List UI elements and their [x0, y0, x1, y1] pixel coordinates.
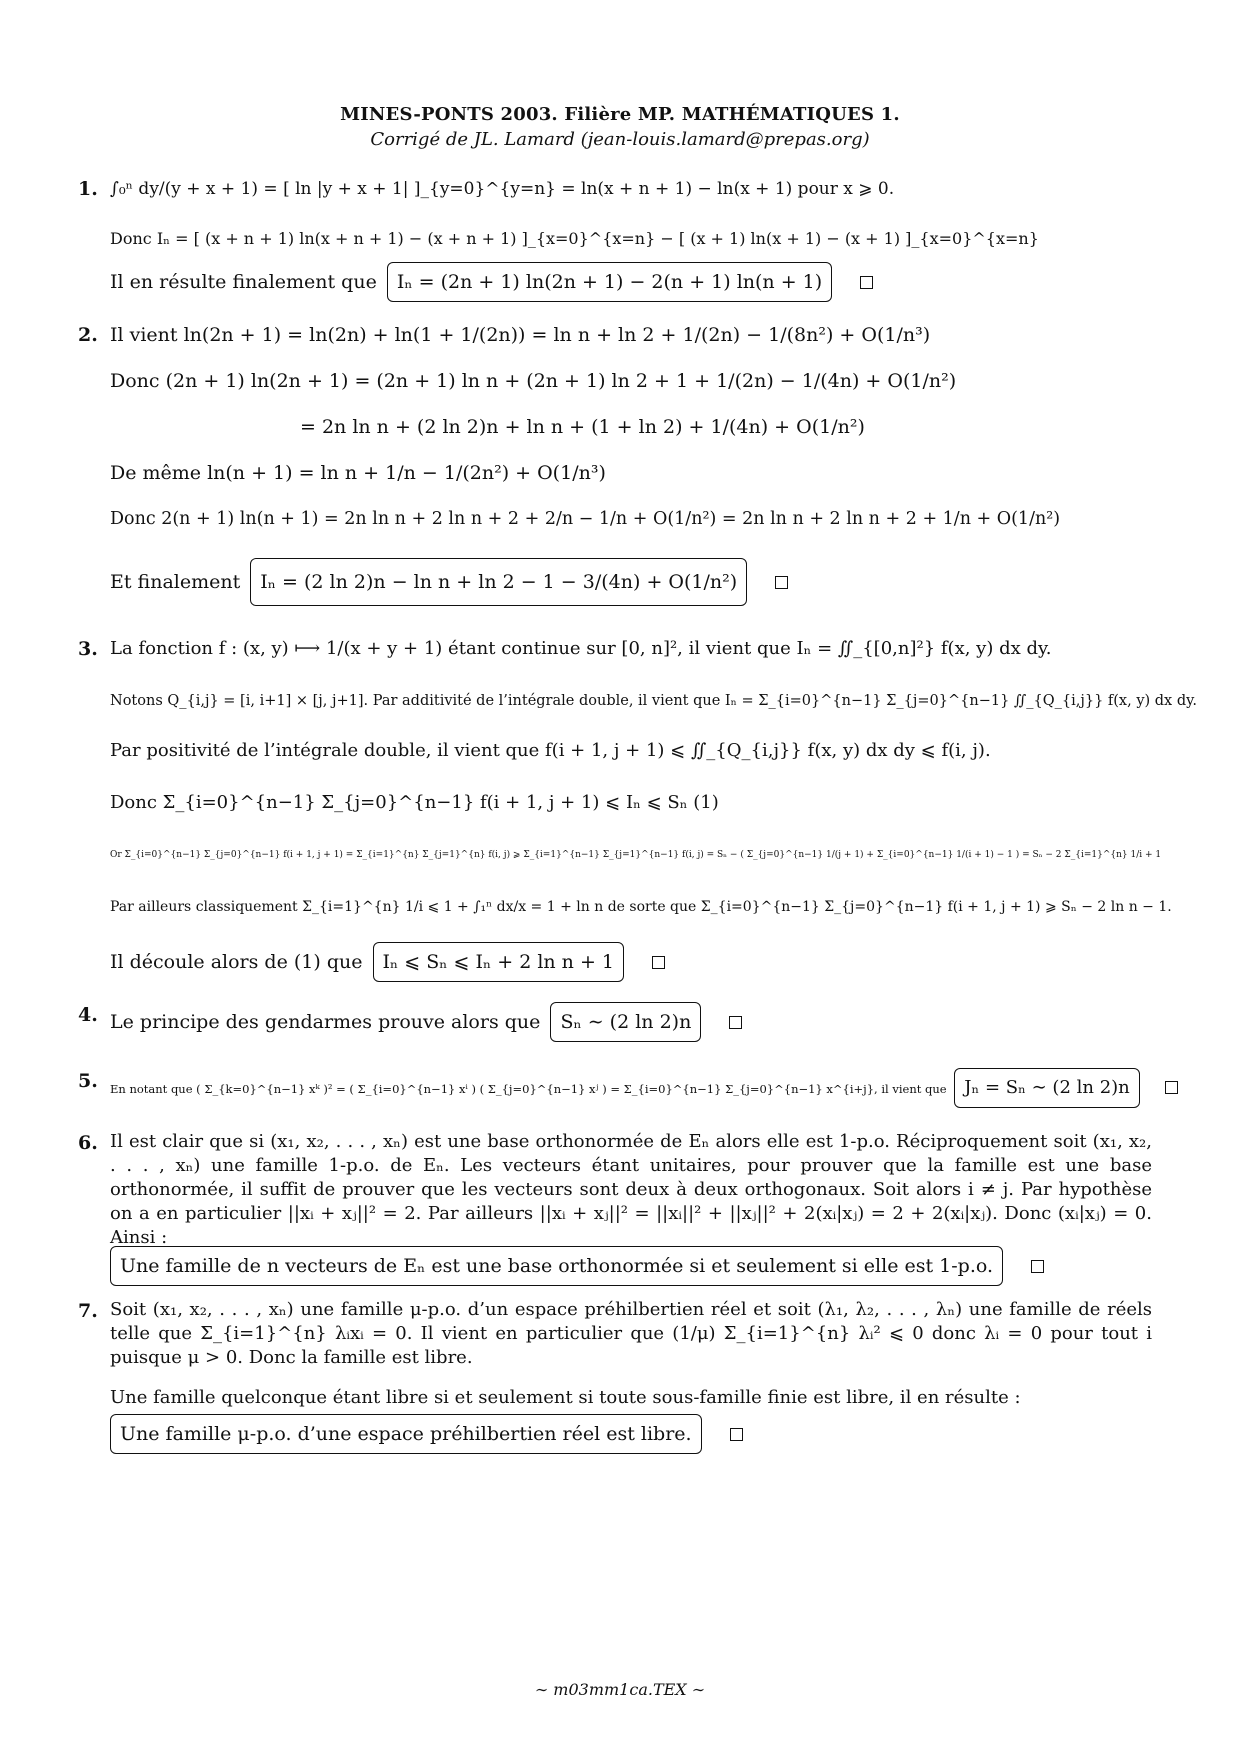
- equation-line: Notons Q_{i,j} = [i, i+1] × [j, j+1]. Par additivité de l’intégrale double, il vient que Iₙ = Σ_{i=0}^{n−1} Σ_{j=0}^{n−1} ∬_{Q_{i,j}} f(x, y) dx dy.: [110, 693, 1198, 709]
- result-line: [110, 1414, 743, 1454]
- equation-line: La fonction f : (x, y) ⟼ 1/(x + y + 1) étant continue sur [0, n]², il vient que Iₙ = ∬_{[0,n]²} f(x, y) dx dy.: [110, 638, 1052, 659]
- qed-square-icon: [1165, 1081, 1178, 1094]
- equation-line: ∫₀ⁿ dy/(y + x + 1) = [ ln |y + x + 1| ]_{y=0}^{y=n} = ln(x + n + 1) − ln(x + 1) pour x ⩾ 0.: [110, 179, 895, 199]
- question-number: 5.: [78, 1070, 98, 1092]
- result-line: [110, 1068, 1178, 1108]
- question-number: 6.: [78, 1132, 98, 1154]
- page-footer: ∼ m03mm1ca.TEX ∼: [534, 1680, 706, 1699]
- equation-line: Par positivité de l’intégrale double, il vient que f(i + 1, j + 1) ⩽ ∬_{Q_{i,j}} f(x, y) dx dy ⩽ f(i, j).: [110, 740, 991, 761]
- result-line: [110, 942, 665, 982]
- result-prefix: Le principe des gendarmes prouve alors que: [110, 1011, 541, 1033]
- paragraph: Soit (x₁, x₂, . . . , xₙ) une famille μ-p.o. d’un espace préhilbertien réel et soit (λ₁, λ₂, . . . , λₙ) une famille de réels telle que Σ_{i=1}^{n} λᵢxᵢ = 0. Il vient en particulier que (1/μ) Σ_{i=1}^{n} λᵢ² ⩽ 0 donc λᵢ = 0 pour tout i puisque μ > 0. Donc la famille est libre.: [110, 1299, 1152, 1368]
- question-number: 4.: [78, 1004, 98, 1026]
- equation-line: De même ln(n + 1) = ln n + 1/n − 1/(2n²) + O(1/n³): [110, 462, 606, 484]
- boxed-result: Iₙ = (2 ln 2)n − ln n + ln 2 − 1 − 3/(4n) + O(1/n²): [250, 558, 747, 606]
- document-title: MINES-PONTS 2003. Filière MP. MATHÉMATIQUES 1.: [340, 104, 900, 125]
- boxed-result: Sₙ ∼ (2 ln 2)n: [550, 1002, 701, 1042]
- equation-line: Il vient ln(2n + 1) = ln(2n) + ln(1 + 1/(2n)) = ln n + ln 2 + 1/(2n) − 1/(8n²) + O(1/n³): [110, 324, 931, 346]
- question-number: 2.: [78, 324, 98, 346]
- equation-line: Donc Σ_{i=0}^{n−1} Σ_{j=0}^{n−1} f(i + 1, j + 1) ⩽ Iₙ ⩽ Sₙ (1): [110, 792, 719, 813]
- boxed-result: Une famille μ-p.o. d’une espace préhilbertien réel est libre.: [110, 1414, 702, 1454]
- qed-square-icon: [652, 956, 665, 969]
- qed-square-icon: [860, 276, 873, 289]
- result-prefix: Et finalement: [110, 571, 241, 593]
- equation-line: Donc (2n + 1) ln(2n + 1) = (2n + 1) ln n + (2n + 1) ln 2 + 1 + 1/(2n) − 1/(4n) + O(1/n²): [110, 370, 957, 392]
- qed-square-icon: [1031, 1260, 1044, 1273]
- paragraph: Une famille quelconque étant libre si et seulement si toute sous-famille finie est libre, il en résulte :: [110, 1387, 1021, 1408]
- result-prefix: En notant que ( Σ_{k=0}^{n−1} xᵏ )² = ( Σ_{i=0}^{n−1} xⁱ ) ( Σ_{j=0}^{n−1} xʲ ) = Σ_{i=0}^{n−1} Σ_{j=0}^{n−1} x^{i+j}, il vient que: [110, 1082, 947, 1096]
- equation-line: Donc Iₙ = [ (x + n + 1) ln(x + n + 1) − (x + n + 1) ]_{x=0}^{x=n} − [ (x + 1) ln(x + 1) − (x + 1) ]_{x=0}^{x=n}: [110, 229, 1039, 248]
- qed-square-icon: [730, 1428, 743, 1441]
- result-line: [110, 558, 788, 606]
- equation-line: Or Σ_{i=0}^{n−1} Σ_{j=0}^{n−1} f(i + 1, j + 1) = Σ_{i=1}^{n} Σ_{j=1}^{n} f(i, j) ⩾ Σ_{i=1}^{n−1} Σ_{j=1}^{n−1} f(i, j) = Sₙ − ( Σ_{j=0}^{n−1} 1/(j + 1) + Σ_{i=0}^{n−1} 1/(i + 1) − 1 ) = Sₙ − 2 Σ_{i=1}^{n} 1/i + 1: [110, 850, 1162, 860]
- result-prefix: Il en résulte finalement que: [110, 271, 377, 293]
- boxed-result: Iₙ = (2n + 1) ln(2n + 1) − 2(n + 1) ln(n + 1): [387, 262, 832, 302]
- equation-line: Donc 2(n + 1) ln(n + 1) = 2n ln n + 2 ln n + 2 + 2/n − 1/n + O(1/n²) = 2n ln n + 2 ln n + 2 + 1/n + O(1/n²): [110, 509, 1061, 529]
- question-number: 7.: [78, 1300, 98, 1322]
- result-prefix: Il découle alors de (1) que: [110, 951, 363, 973]
- document-subtitle: Corrigé de JL. Lamard (jean-louis.lamard@prepas.org): [370, 129, 870, 150]
- equation-line: = 2n ln n + (2 ln 2)n + ln n + (1 + ln 2) + 1/(4n) + O(1/n²): [300, 416, 865, 438]
- qed-square-icon: [729, 1016, 742, 1029]
- equation-line: Par ailleurs classiquement Σ_{i=1}^{n} 1/i ⩽ 1 + ∫₁ⁿ dx/x = 1 + ln n de sorte que Σ_{i=0}^{n−1} Σ_{j=0}^{n−1} f(i + 1, j + 1) ⩾ Sₙ − 2 ln n − 1.: [110, 899, 1172, 915]
- qed-square-icon: [775, 576, 788, 589]
- boxed-result: Jₙ = Sₙ ∼ (2 ln 2)n: [954, 1068, 1140, 1108]
- question-number: 3.: [78, 638, 98, 660]
- result-line: [110, 262, 873, 302]
- question-number: 1.: [78, 178, 98, 200]
- boxed-result: Une famille de n vecteurs de Eₙ est une base orthonormée si et seulement si elle est 1-p.o.: [110, 1246, 1003, 1286]
- result-line: [110, 1002, 742, 1042]
- boxed-result: Iₙ ⩽ Sₙ ⩽ Iₙ + 2 ln n + 1: [373, 942, 625, 982]
- paragraph: Il est clair que si (x₁, x₂, . . . , xₙ) est une base orthonormée de Eₙ alors elle est 1-p.o. Réciproquement soit (x₁, x₂, . . . , xₙ) une famille 1-p.o. de Eₙ. Les vecteurs étant unitaires, pour prouver que la famille est une base orthonormée, il suffit de prouver que les vecteurs sont deux à deux orthogonaux. Soit alors i ≠ j. Par hypothèse on a en particulier ||xᵢ + xⱼ||² = 2. Par ailleurs ||xᵢ + xⱼ||² = ||xᵢ||² + ||xⱼ||² + 2(xᵢ|xⱼ) = 2 + 2(xᵢ|xⱼ). Donc (xᵢ|xⱼ) = 0. Ainsi :: [110, 1131, 1152, 1248]
- document-header: [0, 104, 1240, 150]
- result-line: [110, 1246, 1044, 1286]
